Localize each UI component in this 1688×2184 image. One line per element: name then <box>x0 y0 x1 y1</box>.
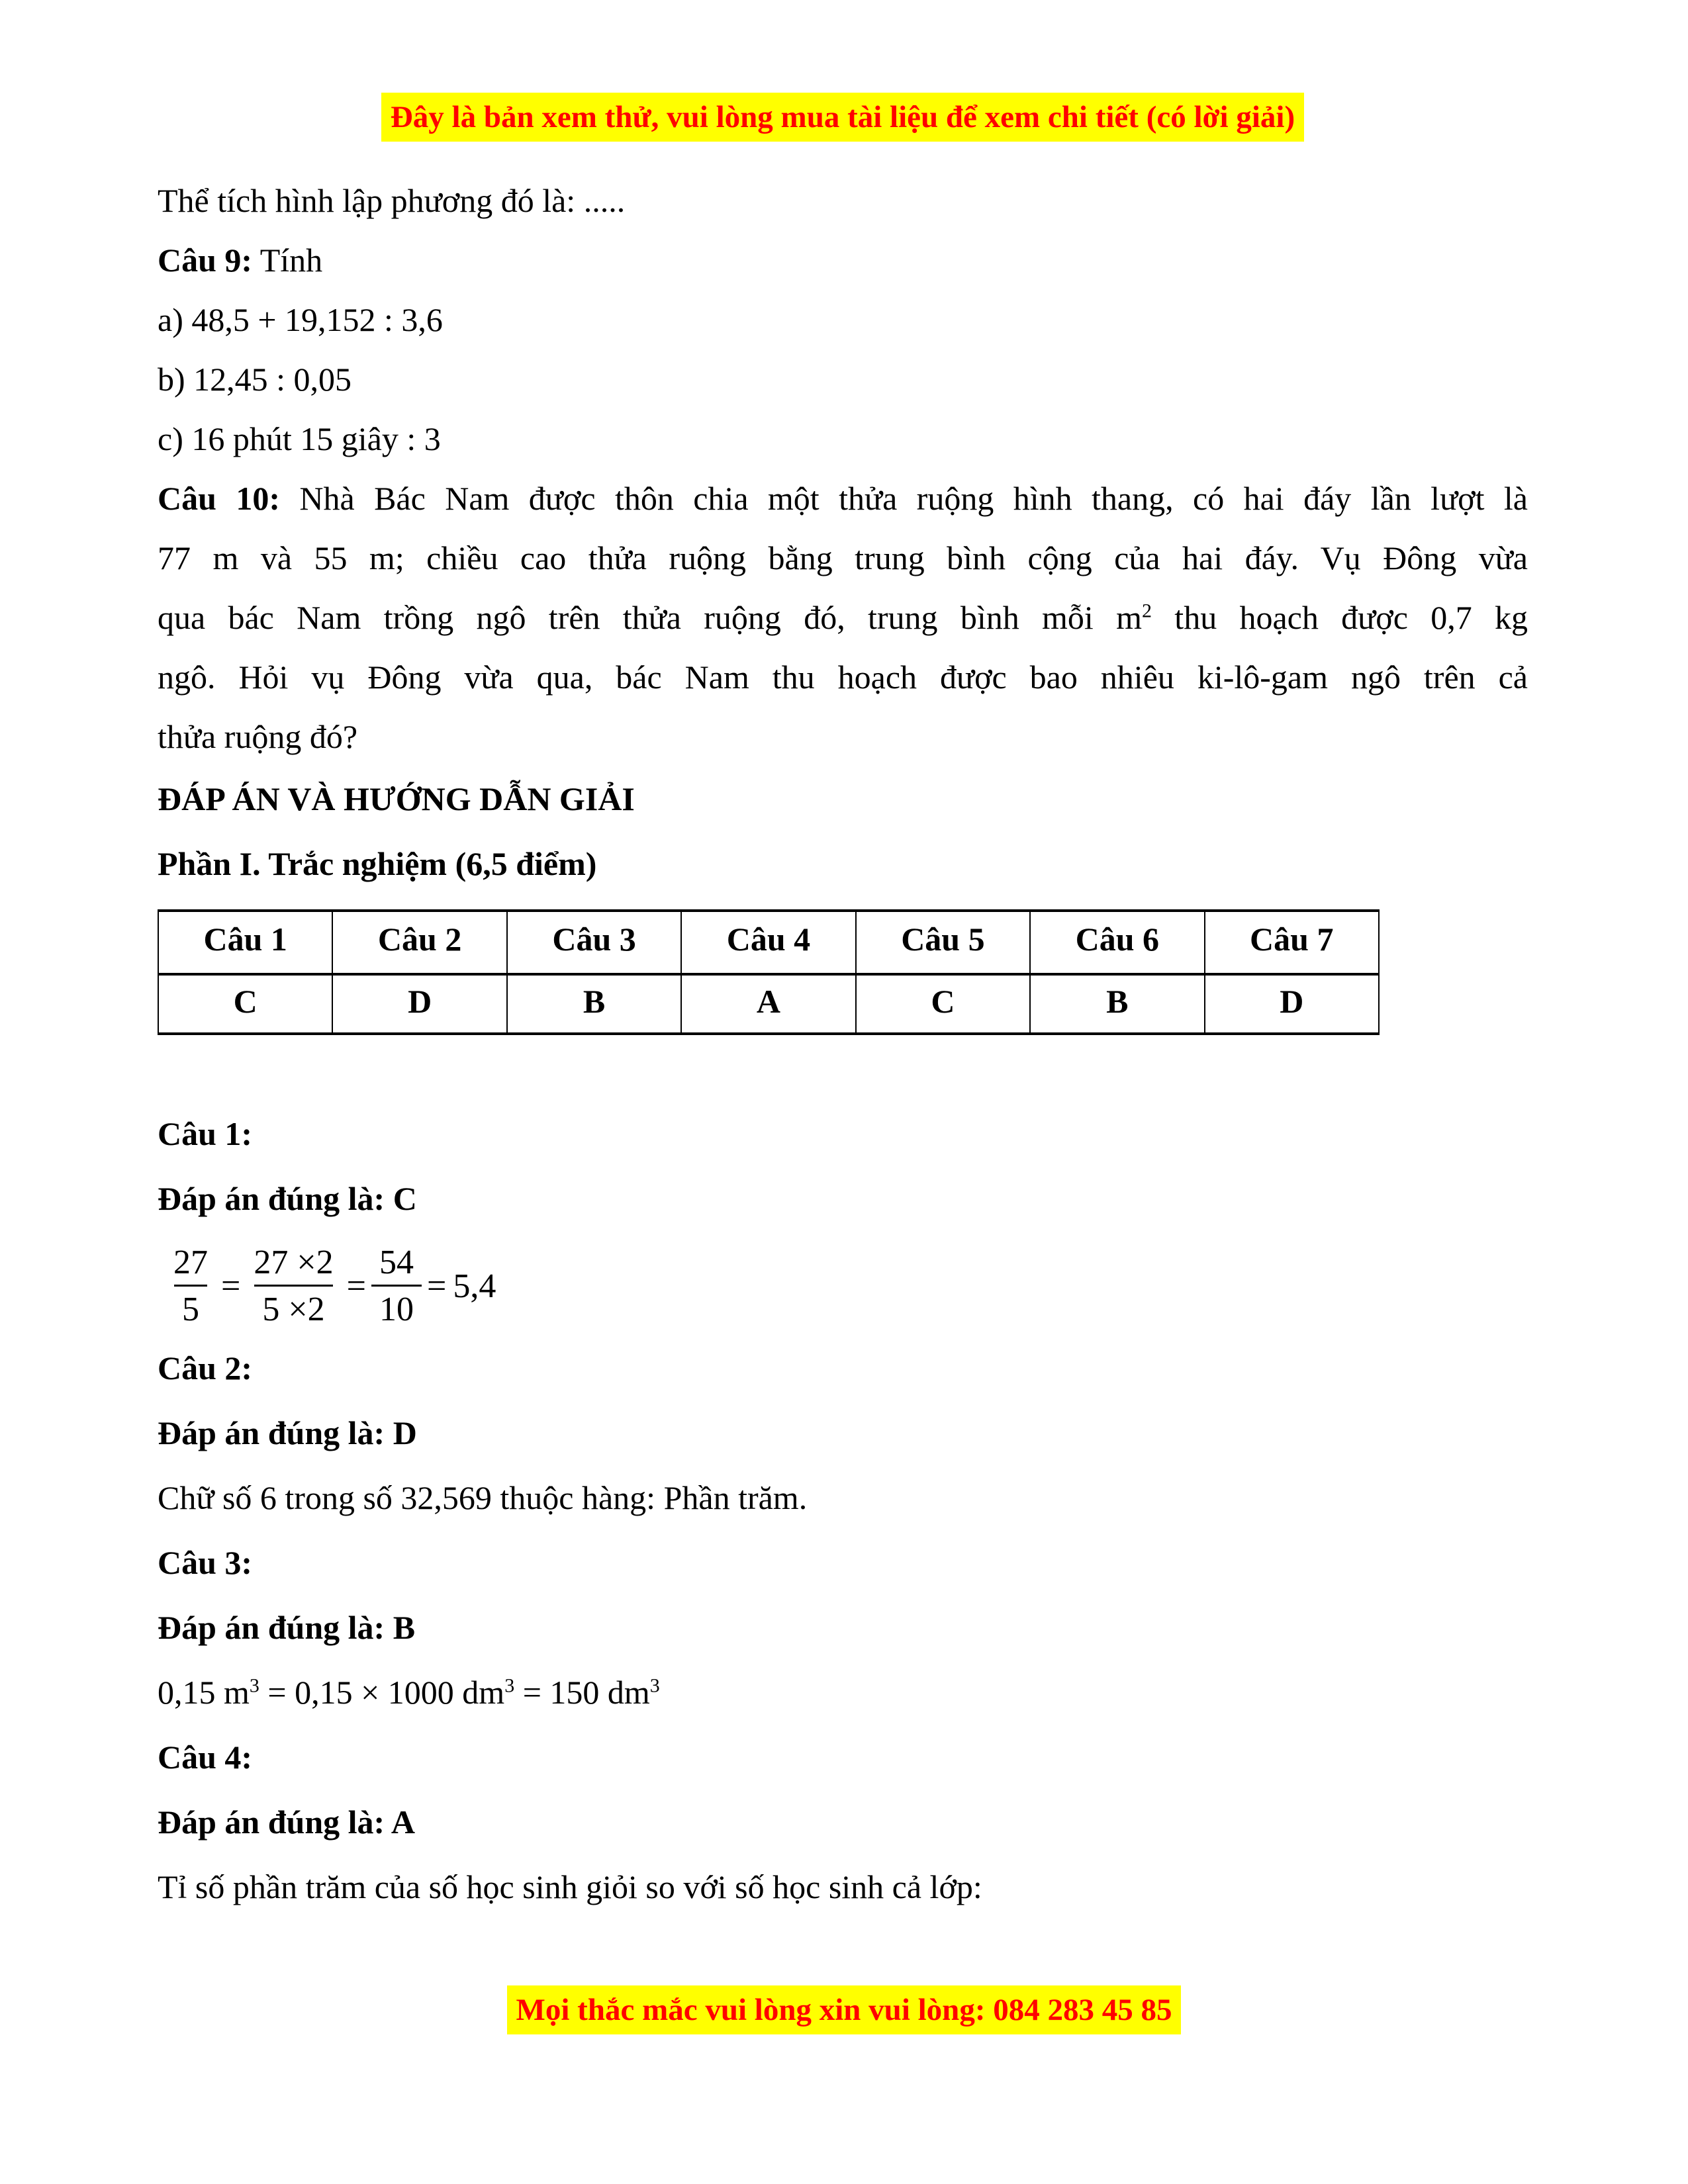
answer-key-heading: ĐÁP ÁN VÀ HƯỚNG DẪN GIẢI <box>158 780 635 817</box>
question-10-text-3b: thu hoạch được 0,7 kg <box>1152 599 1528 636</box>
equals-sign: = <box>426 1267 447 1305</box>
formula-part-2: = 0,15 × 1000 dm <box>259 1674 505 1711</box>
solution-2-label: Câu 2: <box>158 1349 253 1387</box>
question-9-item-c: c) 16 phút 15 giây : 3 <box>158 420 441 457</box>
solution-4-explanation: Tỉ số phần trăm của số học sinh giỏi so với số học sinh cả lớp: <box>158 1868 982 1905</box>
answer-table-answer-cell: C <box>158 974 332 1034</box>
question-10-paragraph <box>158 469 1528 766</box>
question-10-line-3 <box>158 588 1528 647</box>
bottom-banner <box>0 1985 1688 2034</box>
answer-table-header-cell: Câu 3 <box>507 911 681 974</box>
answer-table-header-cell: Câu 1 <box>158 911 332 974</box>
question-10-line-2: 77 m và 55 m; chiều cao thửa ruộng bằng trung bình cộng của hai đáy. Vụ Đông vừa <box>158 539 1528 576</box>
solution-1-fraction-equation <box>158 1236 1528 1336</box>
top-banner <box>158 93 1528 142</box>
fraction-denominator: 5 <box>174 1285 207 1329</box>
answer-table-header-cell: Câu 2 <box>332 911 506 974</box>
top-banner-text: Đây là bản xem thử, vui lòng mua tài liệu để xem chi tiết (có lời giải) <box>381 93 1304 142</box>
question-9-line <box>158 230 1528 290</box>
formula-part-3: = 150 dm <box>514 1674 650 1711</box>
solution-2-explanation: Chữ số 6 trong số 32,569 thuộc hàng: Phần trăm. <box>158 1479 808 1516</box>
answer-table-answer-cell: D <box>332 974 506 1034</box>
fraction-numerator: 27 ×2 <box>254 1243 334 1281</box>
equals-sign: = <box>221 1267 241 1305</box>
solution-3-answer: Đáp án đúng là: B <box>158 1609 416 1646</box>
solution-1-answer: Đáp án đúng là: C <box>158 1180 417 1217</box>
answer-table-answer-cell: C <box>856 974 1030 1034</box>
fraction-numerator: 27 <box>173 1243 208 1281</box>
answer-table-answer-cell: A <box>681 974 855 1034</box>
fraction-27-5 <box>165 1244 216 1329</box>
answer-table-header-cell: Câu 7 <box>1205 911 1379 974</box>
answer-table-header-cell: Câu 5 <box>856 911 1030 974</box>
fraction-27x2-5x2 <box>246 1244 341 1329</box>
answer-table-header-row <box>158 911 1379 974</box>
solution-4-label: Câu 4: <box>158 1739 253 1776</box>
answer-table-header-cell: Câu 6 <box>1030 911 1204 974</box>
bottom-banner-text: Mọi thắc mắc vui lòng xin vui lòng: 084 283 45 85 <box>507 1985 1182 2034</box>
answer-table-answer-row <box>158 974 1379 1034</box>
solution-3-label: Câu 3: <box>158 1544 253 1581</box>
answer-table-answer-cell: D <box>1205 974 1379 1034</box>
question-9-label: Câu 9: <box>158 242 253 279</box>
solution-1-label: Câu 1: <box>158 1115 253 1152</box>
fraction-denominator: 10 <box>371 1285 422 1329</box>
solution-3-formula <box>158 1660 1528 1725</box>
square-meter-superscript: 2 <box>1142 600 1152 622</box>
fraction-result: 5,4 <box>453 1267 496 1305</box>
answer-table-header-cell: Câu 4 <box>681 911 855 974</box>
cubic-superscript: 3 <box>504 1674 515 1697</box>
fraction-numerator: 54 <box>379 1243 414 1281</box>
question-10-text-1: Nhà Bác Nam được thôn chia một thửa ruộng hình thang, có hai đáy lần lượt là <box>299 480 1528 517</box>
formula-part-1: 0,15 m <box>158 1674 250 1711</box>
question-10-line-4: ngô. Hỏi vụ Đông vừa qua, bác Nam thu hoạch được bao nhiêu ki-lô-gam ngô trên cả <box>158 659 1528 696</box>
question-10-line-1 <box>158 469 1528 528</box>
question-9-title: Tính <box>259 242 323 279</box>
equals-sign: = <box>346 1267 366 1305</box>
answer-table-answer-cell: B <box>507 974 681 1034</box>
fraction-denominator: 5 ×2 <box>254 1285 332 1329</box>
question-10-text-3a: qua bác Nam trồng ngô trên thửa ruộng đó, trung bình mỗi m <box>158 599 1143 636</box>
answer-table <box>158 909 1380 1035</box>
question-9-item-b: b) 12,45 : 0,05 <box>158 361 352 398</box>
fraction-54-10 <box>371 1244 422 1329</box>
cubic-superscript: 3 <box>649 1674 660 1697</box>
question-9-item-a: a) 48,5 + 19,152 : 3,6 <box>158 301 443 338</box>
part1-heading: Phần I. Trắc nghiệm (6,5 điểm) <box>158 845 597 882</box>
question-10-line-5: thửa ruộng đó? <box>158 718 358 755</box>
solution-4-answer: Đáp án đúng là: A <box>158 1803 416 1841</box>
volume-line: Thể tích hình lập phương đó là: ..... <box>158 182 626 219</box>
solution-2-answer: Đáp án đúng là: D <box>158 1414 417 1451</box>
cubic-superscript: 3 <box>249 1674 259 1697</box>
answer-table-answer-cell: B <box>1030 974 1204 1034</box>
question-10-label: Câu 10: <box>158 480 280 517</box>
